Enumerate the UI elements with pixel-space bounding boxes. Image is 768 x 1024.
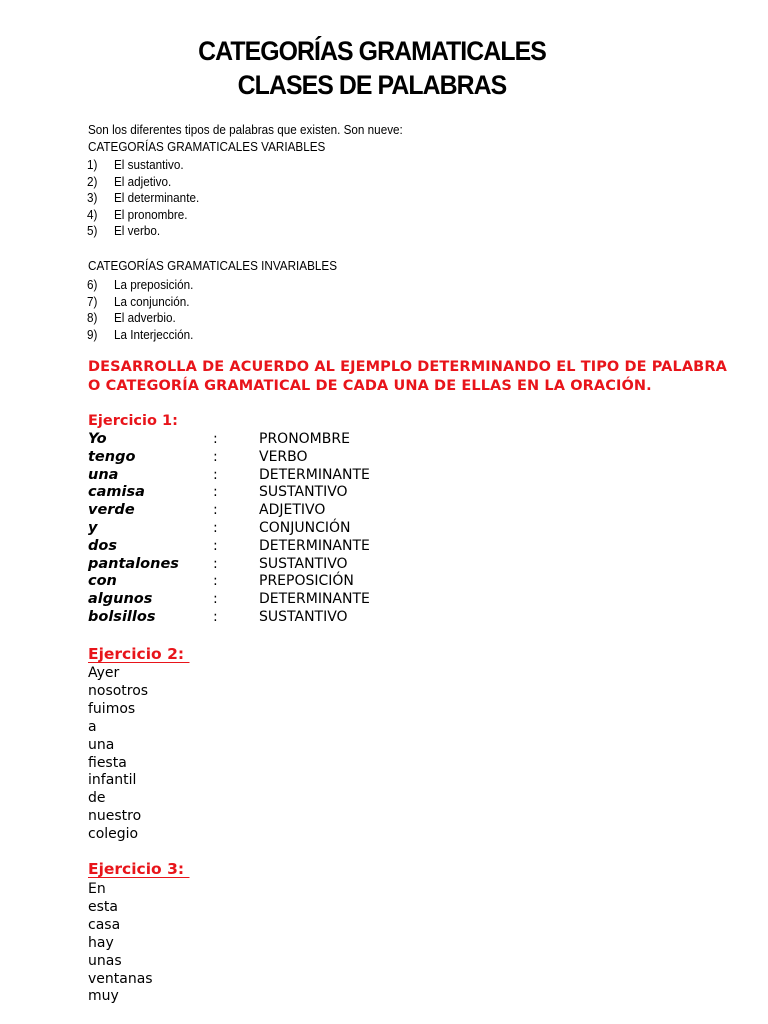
exercise1-word: algunos bbox=[88, 591, 153, 608]
exercise1-separator: : bbox=[213, 484, 218, 501]
exercise1-separator: : bbox=[213, 502, 218, 519]
exercise3-word: unas bbox=[88, 952, 122, 969]
exercise1-separator: : bbox=[213, 466, 218, 483]
invariables-item-label: La preposición. bbox=[114, 277, 194, 292]
variables-item-label: El sustantivo. bbox=[114, 157, 184, 172]
invariables-item-label: La Interjección. bbox=[114, 326, 194, 342]
exercise1-separator: : bbox=[213, 537, 218, 554]
exercise1-separator: : bbox=[213, 591, 218, 608]
exercise1-word: dos bbox=[88, 537, 117, 554]
exercise1-category: PREPOSICIÓN bbox=[259, 573, 354, 590]
invariables-item-number: 9) bbox=[87, 326, 98, 342]
variables-item-label: El verbo. bbox=[114, 223, 161, 239]
exercise2-word: infantil bbox=[88, 772, 137, 789]
exercise1-category: SUSTANTIVO bbox=[259, 608, 348, 625]
exercise1-separator: : bbox=[213, 519, 218, 536]
variables-item-label: El determinante. bbox=[114, 190, 200, 206]
variables-item bbox=[87, 174, 199, 191]
exercise1-word: pantalones bbox=[88, 555, 179, 572]
instruction-heading: DESARROLLA DE ACUERDO AL EJEMPLO DETERMINANDO EL TIPO DE PALABRA O CATEGORÍA GRAMATICAL DE CADA UNA DE ELLAS EN LA ORACIÓN. bbox=[88, 359, 727, 394]
exercise1-category: VERBO bbox=[259, 448, 308, 465]
exercise1-category: SUSTANTIVO bbox=[259, 484, 348, 501]
invariables-heading: CATEGORÍAS GRAMATICALES INVARIABLES bbox=[88, 258, 338, 273]
exercise1-category: DETERMINANTE bbox=[259, 466, 370, 483]
exercise3-title: Ejercicio 3: bbox=[88, 860, 190, 878]
exercise1-word: verde bbox=[88, 502, 135, 519]
exercise1-word: con bbox=[88, 573, 117, 590]
variables-item-number: 1) bbox=[87, 157, 98, 172]
exercise2-word: a bbox=[88, 718, 97, 735]
exercise1-category: DETERMINANTE bbox=[259, 591, 370, 608]
variables-item-number: 3) bbox=[87, 190, 98, 206]
exercise3-word: muy bbox=[88, 988, 119, 1005]
exercise3-word-list bbox=[88, 881, 153, 1006]
exercise2-word: fuimos bbox=[88, 700, 136, 717]
page-title-line2: CLASES DE PALABRAS bbox=[237, 70, 507, 100]
exercise2-word: de bbox=[88, 790, 106, 807]
invariables-item bbox=[87, 277, 193, 294]
exercise2-title: Ejercicio 2: bbox=[88, 645, 190, 663]
exercise1-separator: : bbox=[213, 573, 218, 590]
intro-text: Son los diferentes tipos de palabras que existen. Son nueve: bbox=[88, 122, 403, 137]
variables-item bbox=[87, 223, 199, 240]
variables-item bbox=[87, 190, 199, 207]
invariables-item bbox=[87, 294, 193, 311]
variables-heading: CATEGORÍAS GRAMATICALES VARIABLES bbox=[88, 139, 326, 154]
variables-item bbox=[87, 157, 199, 174]
invariables-item-label: La conjunción. bbox=[114, 293, 190, 309]
exercise1-word: una bbox=[88, 466, 119, 483]
exercise1-word: y bbox=[88, 519, 98, 536]
variables-item-number: 5) bbox=[87, 223, 98, 239]
exercise1-category: PRONOMBRE bbox=[259, 431, 350, 447]
variables-item-number: 4) bbox=[87, 206, 98, 222]
variables-item-number: 2) bbox=[87, 173, 98, 189]
exercise2-word: fiesta bbox=[88, 754, 127, 771]
exercise2-word: colegio bbox=[88, 826, 139, 843]
exercise3-word: hay bbox=[88, 934, 114, 951]
invariables-item-number: 6) bbox=[87, 277, 98, 292]
invariables-list bbox=[87, 277, 205, 343]
exercise1-category: DETERMINANTE bbox=[259, 537, 370, 554]
variables-item bbox=[87, 207, 199, 224]
exercise1-word: bolsillos bbox=[88, 608, 156, 625]
invariables-item bbox=[87, 327, 193, 344]
exercise1-category: ADJETIVO bbox=[259, 502, 326, 519]
invariables-item-number: 7) bbox=[87, 293, 98, 309]
exercise3-word: ventanas bbox=[88, 970, 153, 987]
exercise1-separator: : bbox=[213, 448, 218, 465]
exercise1-separator: : bbox=[213, 555, 218, 572]
exercise1-word: Yo bbox=[88, 431, 107, 447]
variables-item-label: El adjetivo. bbox=[114, 173, 172, 189]
exercise2-word: Ayer bbox=[88, 665, 120, 681]
exercise1-separator: : bbox=[213, 431, 218, 447]
invariables-item-label: El adverbio. bbox=[114, 310, 176, 326]
exercise3-word: casa bbox=[88, 916, 121, 933]
invariables-item-number: 8) bbox=[87, 310, 98, 326]
invariables-item bbox=[87, 310, 193, 327]
exercise2-word: nosotros bbox=[88, 682, 149, 699]
exercise1-category: SUSTANTIVO bbox=[259, 555, 348, 572]
exercise3-word: En bbox=[88, 881, 106, 897]
page-title-line1: CATEGORÍAS GRAMATICALES bbox=[198, 36, 546, 66]
variables-item-label: El pronombre. bbox=[114, 206, 188, 222]
exercise2-word: nuestro bbox=[88, 808, 142, 825]
exercise2-word: una bbox=[88, 736, 115, 753]
exercise1-title: Ejercicio 1: bbox=[88, 413, 178, 429]
exercise3-word: esta bbox=[88, 898, 118, 915]
exercise1-word: camisa bbox=[88, 484, 145, 501]
variables-list bbox=[87, 157, 212, 240]
exercise1-category: CONJUNCIÓN bbox=[259, 519, 351, 536]
exercise1-word: tengo bbox=[88, 448, 136, 465]
exercise2-word-list bbox=[88, 665, 148, 844]
exercise1-separator: : bbox=[213, 608, 218, 625]
